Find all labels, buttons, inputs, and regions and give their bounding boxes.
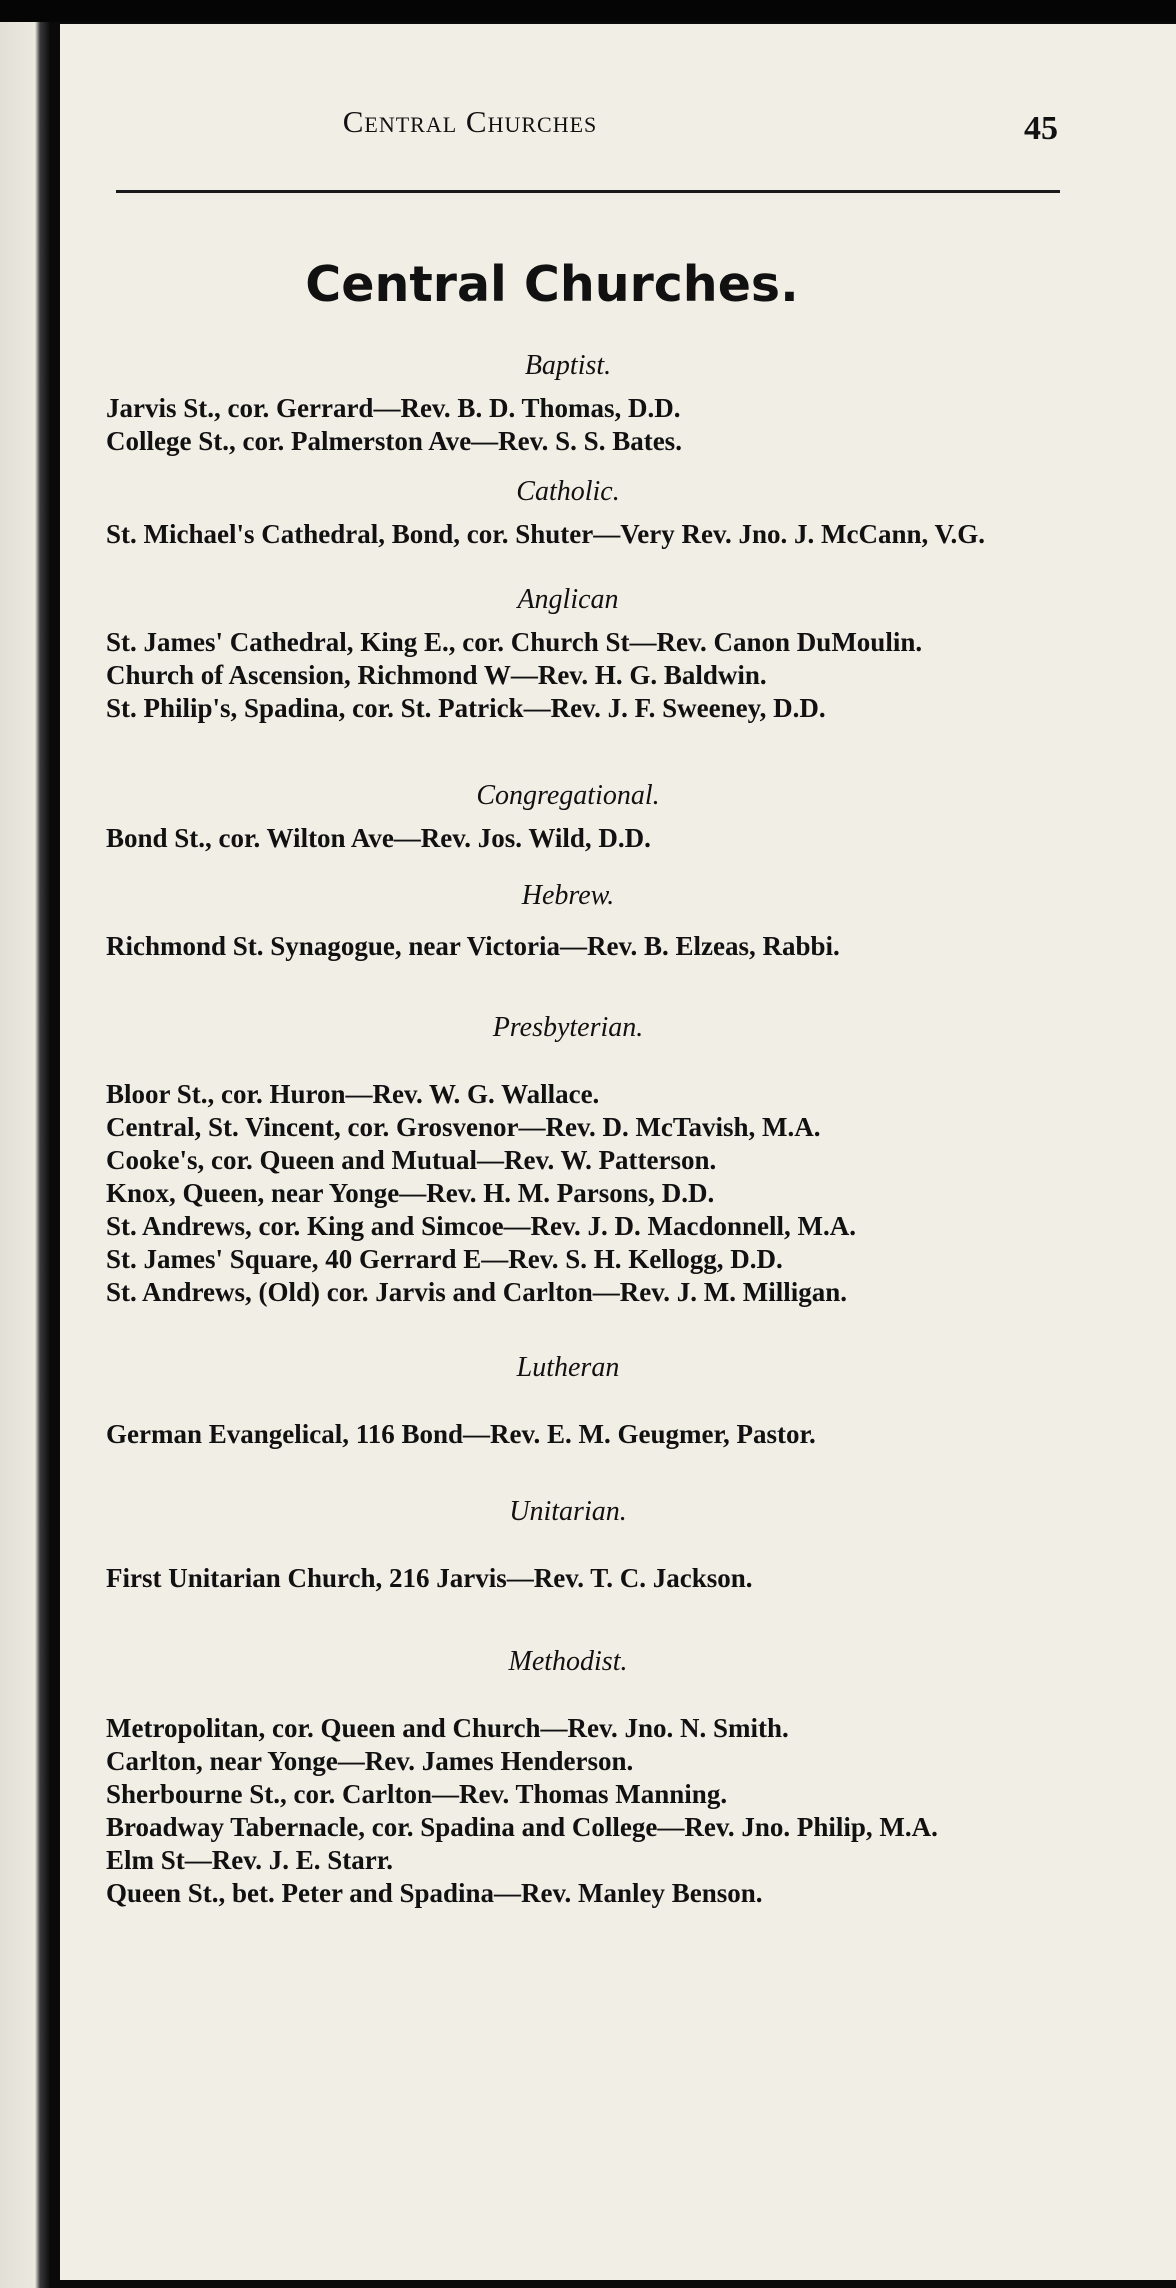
- denomination-heading: Baptist.: [524, 350, 612, 381]
- section-presbyterian: [106, 1012, 1126, 1309]
- church-entry: St. James' Square, 40 Gerrard E—Rev. S. H. Kellogg, D.D.: [106, 1244, 783, 1274]
- header-rule: [116, 190, 1060, 193]
- section-congregational: [106, 780, 1126, 855]
- church-entry: German Evangelical, 116 Bond—Rev. E. M. Geugmer, Pastor.: [106, 1419, 816, 1449]
- section-anglican: [106, 584, 1126, 725]
- denomination-heading: Methodist.: [508, 1646, 628, 1677]
- church-entry: Elm St—Rev. J. E. Starr.: [106, 1845, 394, 1875]
- section-unitarian: [106, 1496, 1126, 1595]
- church-entry: Bloor St., cor. Huron—Rev. W. G. Wallace.: [106, 1079, 600, 1109]
- page-number: 45: [1024, 110, 1058, 147]
- church-entry: Cooke's, cor. Queen and Mutual—Rev. W. Patterson.: [106, 1145, 717, 1175]
- denomination-heading: Congregational.: [476, 780, 660, 811]
- church-entry: St. Philip's, Spadina, cor. St. Patrick—Rev. J. F. Sweeney, D.D.: [106, 693, 826, 723]
- section-lutheran: [106, 1352, 1126, 1451]
- denomination-heading: Hebrew.: [521, 880, 615, 911]
- section-catholic: [106, 476, 1126, 551]
- denomination-heading: Presbyterian.: [492, 1012, 644, 1043]
- section-hebrew: [106, 880, 1126, 963]
- denomination-heading: Catholic.: [516, 476, 620, 507]
- denomination-heading: Lutheran: [516, 1352, 620, 1383]
- church-entry: St. Andrews, cor. King and Simcoe—Rev. J. D. Macdonnell, M.A.: [106, 1211, 857, 1241]
- running-head: Central Churches: [342, 104, 598, 139]
- section-methodist: [106, 1646, 1126, 1910]
- church-entry: Carlton, near Yonge—Rev. James Henderson.: [106, 1746, 634, 1776]
- church-entry: St. Andrews, (Old) cor. Jarvis and Carlton—Rev. J. M. Milligan.: [106, 1277, 848, 1307]
- church-entry: Knox, Queen, near Yonge—Rev. H. M. Parsons, D.D.: [106, 1178, 715, 1208]
- church-entry: Central, St. Vincent, cor. Grosvenor—Rev. D. McTavish, M.A.: [106, 1112, 821, 1142]
- scan-top-border: [0, 0, 1176, 22]
- scan-binding-edge: [0, 22, 50, 2288]
- church-entry: Metropolitan, cor. Queen and Church—Rev. Jno. N. Smith.: [106, 1713, 789, 1743]
- denomination-heading: Unitarian.: [509, 1496, 627, 1527]
- page-title: Central Churches.: [305, 256, 799, 313]
- church-entry: Bond St., cor. Wilton Ave—Rev. Jos. Wild, D.D.: [106, 823, 651, 853]
- church-entry: St. Michael's Cathedral, Bond, cor. Shuter—Very Rev. Jno. J. McCann, V.G.: [106, 519, 986, 549]
- section-baptist: [106, 350, 1126, 458]
- denomination-heading: Anglican: [517, 584, 619, 615]
- church-entry: Richmond St. Synagogue, near Victoria—Rev. B. Elzeas, Rabbi.: [106, 931, 840, 961]
- church-entry: Queen St., bet. Peter and Spadina—Rev. Manley Benson.: [106, 1878, 763, 1908]
- church-entry: First Unitarian Church, 216 Jarvis—Rev. T. C. Jackson.: [106, 1563, 753, 1593]
- book-page: [60, 24, 1176, 2280]
- church-entry: Church of Ascension, Richmond W—Rev. H. G. Baldwin.: [106, 660, 767, 690]
- church-entry: Sherbourne St., cor. Carlton—Rev. Thomas Manning.: [106, 1779, 728, 1809]
- church-entry: Jarvis St., cor. Gerrard—Rev. B. D. Thomas, D.D.: [106, 393, 681, 423]
- church-entry: St. James' Cathedral, King E., cor. Church St—Rev. Canon DuMoulin.: [106, 627, 923, 657]
- church-entry: College St., cor. Palmerston Ave—Rev. S. S. Bates.: [106, 426, 682, 456]
- church-entry: Broadway Tabernacle, cor. Spadina and College—Rev. Jno. Philip, M.A.: [106, 1812, 938, 1842]
